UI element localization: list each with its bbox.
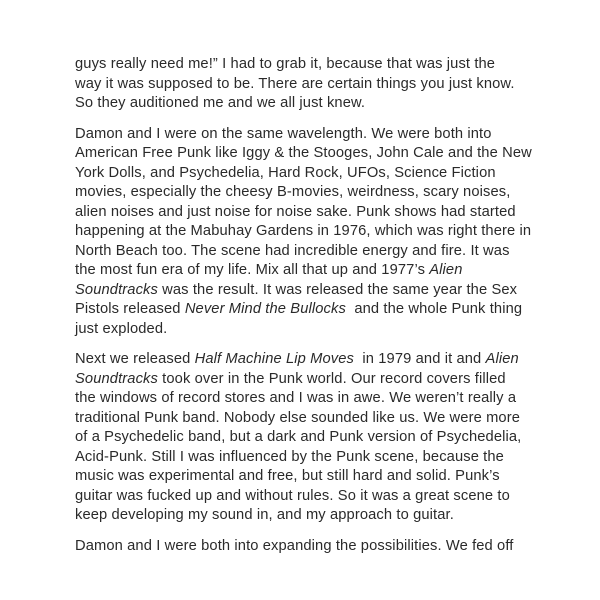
- text-line: [75, 125, 555, 145]
- text-segment: Damon and I were both into expanding the possibilities. We fed off: [75, 537, 514, 554]
- album-title-italic: Soundtracks: [75, 281, 158, 298]
- text-segment: guys really need me!” I had to grab it, because that was just the: [75, 56, 496, 72]
- text-line: [75, 428, 555, 448]
- text-segment: the most fun era of my life. Mix all that up and 1977’s: [75, 262, 430, 278]
- paragraph-1: [75, 55, 555, 114]
- text-segment: guitar was fucked up and without rules. So it was a great scene to: [75, 487, 510, 504]
- liner-notes-text: [75, 55, 555, 567]
- album-title-italic: Half Machine Lip Moves: [194, 351, 354, 367]
- text-line: [75, 506, 555, 526]
- text-segment: happening at the Mabuhay Gardens in 1976, which was right there in: [75, 223, 532, 239]
- text-segment: was the result. It was released the same year the Sex: [157, 281, 518, 298]
- paragraph-3: [75, 350, 555, 526]
- text-segment: York Dolls, and Psychedelia, Hard Rock, UFOs, Science Fiction: [75, 164, 496, 181]
- text-segment: American Free Punk like Iggy & the Stooges, John Cale and the New: [75, 145, 532, 161]
- text-line: [75, 164, 555, 184]
- text-line: [75, 350, 555, 370]
- text-segment: traditional Punk band. Nobody else sounded like us. We were more: [75, 409, 521, 426]
- text-segment: So they auditioned me and we all just knew.: [75, 95, 366, 111]
- paragraph-4: [75, 537, 555, 557]
- album-title-italic: Soundtracks: [75, 370, 158, 387]
- text-line: [75, 389, 555, 409]
- text-segment: keep developing my sound in, and my approach to guitar.: [75, 507, 454, 523]
- text-line: [75, 320, 555, 340]
- text-segment: just exploded.: [75, 320, 168, 337]
- text-line: [75, 94, 555, 114]
- text-segment: Pistols released: [75, 301, 185, 317]
- text-line: [75, 55, 555, 75]
- album-title-italic: Alien: [485, 351, 519, 367]
- paragraph-2: [75, 125, 555, 340]
- text-line: [75, 370, 555, 390]
- album-title-italic: Alien: [429, 262, 463, 278]
- text-line: [75, 467, 555, 487]
- text-line: [75, 300, 555, 320]
- text-segment: of a Psychedelic band, but a dark and Punk version of Psychedelia,: [75, 429, 522, 445]
- text-line: [75, 75, 555, 95]
- text-line: [75, 203, 555, 223]
- text-line: [75, 183, 555, 203]
- text-segment: Next we released: [75, 351, 195, 367]
- text-line: [75, 487, 555, 507]
- text-line: [75, 448, 555, 468]
- text-segment: North Beach too. The scene had incredible energy and fire. It was: [75, 242, 510, 259]
- text-segment: and the whole Punk thing: [345, 301, 523, 317]
- text-line: [75, 261, 555, 281]
- text-segment: the windows of record stores and I was in awe. We weren’t really a: [75, 390, 517, 406]
- text-segment: Damon and I were on the same wavelength. We were both into: [75, 125, 492, 142]
- text-line: [75, 409, 555, 429]
- text-line: [75, 222, 555, 242]
- text-segment: Acid-Punk. Still I was influenced by the Punk scene, because the: [75, 448, 504, 465]
- text-segment: music was experimental and free, but still hard and solid. Punk’s: [75, 468, 500, 484]
- album-title-italic: Never Mind the Bullocks: [184, 301, 346, 317]
- text-segment: movies, especially the cheesy B-movies, weirdness, scary noises,: [75, 184, 511, 200]
- text-segment: in 1979 and it and: [354, 351, 486, 367]
- text-line: [75, 281, 555, 301]
- text-line: [75, 144, 555, 164]
- text-segment: took over in the Punk world. Our record covers filled: [157, 370, 506, 387]
- text-segment: alien noises and just noise for noise sake. Punk shows had started: [75, 203, 516, 220]
- text-segment: way it was supposed to be. There are certain things you just know.: [75, 75, 515, 92]
- text-line: [75, 242, 555, 262]
- text-line: [75, 537, 555, 557]
